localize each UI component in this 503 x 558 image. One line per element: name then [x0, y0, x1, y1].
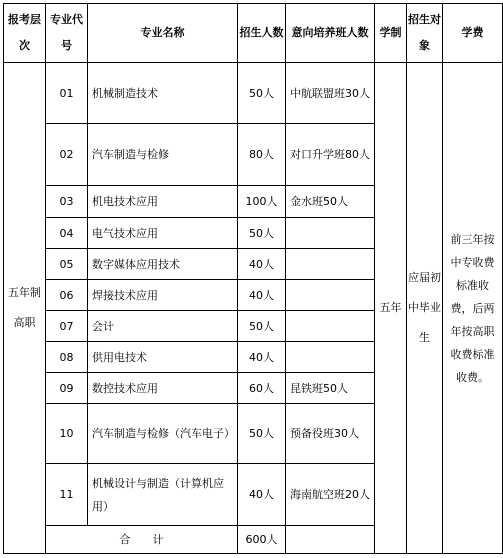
- code-cell: 09: [46, 373, 88, 404]
- quota-cell: 60人: [238, 373, 286, 404]
- code-cell: 01: [46, 63, 88, 124]
- code-cell: 04: [46, 218, 88, 249]
- header-level: 报考层次: [4, 4, 46, 63]
- quota-cell: 40人: [238, 342, 286, 373]
- header-row: [4, 4, 503, 63]
- header-intended: 意向培养班人数: [286, 4, 375, 63]
- intended-cell: 中航联盟班30人: [286, 63, 375, 124]
- quota-cell: 100人: [238, 186, 286, 218]
- name-cell: 数控技术应用: [88, 373, 238, 404]
- intended-cell: 昆铁班50人: [286, 373, 375, 404]
- duration-cell: 五年: [375, 63, 407, 554]
- name-cell: 机械制造技术: [88, 63, 238, 124]
- total-quota: 600人: [238, 526, 286, 554]
- header-code: 专业代号: [46, 4, 88, 63]
- name-cell: 会计: [88, 311, 238, 342]
- quota-cell: 50人: [238, 311, 286, 342]
- code-cell: 07: [46, 311, 88, 342]
- intended-cell: 海南航空班20人: [286, 464, 375, 526]
- target-cell: 应届初中毕业生: [407, 63, 443, 554]
- enrollment-table: [3, 3, 503, 554]
- table-row: [4, 63, 503, 124]
- name-cell: 汽车制造与检修: [88, 124, 238, 186]
- header-duration: 学制: [375, 4, 407, 63]
- name-cell: 汽车制造与检修（汽车电子）: [88, 404, 238, 464]
- header-target: 招生对象: [407, 4, 443, 63]
- header-tuition: 学费: [443, 4, 503, 63]
- quota-cell: 50人: [238, 63, 286, 124]
- code-cell: 10: [46, 404, 88, 464]
- name-cell: 数字媒体应用技术: [88, 249, 238, 280]
- quota-cell: 50人: [238, 404, 286, 464]
- quota-cell: 40人: [238, 249, 286, 280]
- level-cell: 五年制高职: [4, 63, 46, 554]
- header-name: 专业名称: [88, 4, 238, 63]
- intended-cell: 预备役班30人: [286, 404, 375, 464]
- header-quota: 招生人数: [238, 4, 286, 63]
- intended-cell: 对口升学班80人: [286, 124, 375, 186]
- quota-cell: 40人: [238, 280, 286, 311]
- quota-cell: 80人: [238, 124, 286, 186]
- name-cell: 机械设计与制造（计算机应用）: [88, 464, 238, 526]
- name-cell: 供用电技术: [88, 342, 238, 373]
- intended-cell: [286, 280, 375, 311]
- code-cell: 08: [46, 342, 88, 373]
- code-cell: 02: [46, 124, 88, 186]
- intended-cell: [286, 342, 375, 373]
- tuition-cell: 前三年按中专收费标准收费，后两年按高职收费标准收费。: [443, 63, 503, 554]
- total-label: 合 计: [46, 526, 238, 554]
- total-intended-empty: [286, 526, 375, 554]
- name-cell: 焊接技术应用: [88, 280, 238, 311]
- intended-cell: [286, 249, 375, 280]
- quota-cell: 40人: [238, 464, 286, 526]
- code-cell: 11: [46, 464, 88, 526]
- intended-cell: [286, 218, 375, 249]
- quota-cell: 50人: [238, 218, 286, 249]
- code-cell: 03: [46, 186, 88, 218]
- code-cell: 06: [46, 280, 88, 311]
- name-cell: 机电技术应用: [88, 186, 238, 218]
- intended-cell: 金水班50人: [286, 186, 375, 218]
- intended-cell: [286, 311, 375, 342]
- name-cell: 电气技术应用: [88, 218, 238, 249]
- code-cell: 05: [46, 249, 88, 280]
